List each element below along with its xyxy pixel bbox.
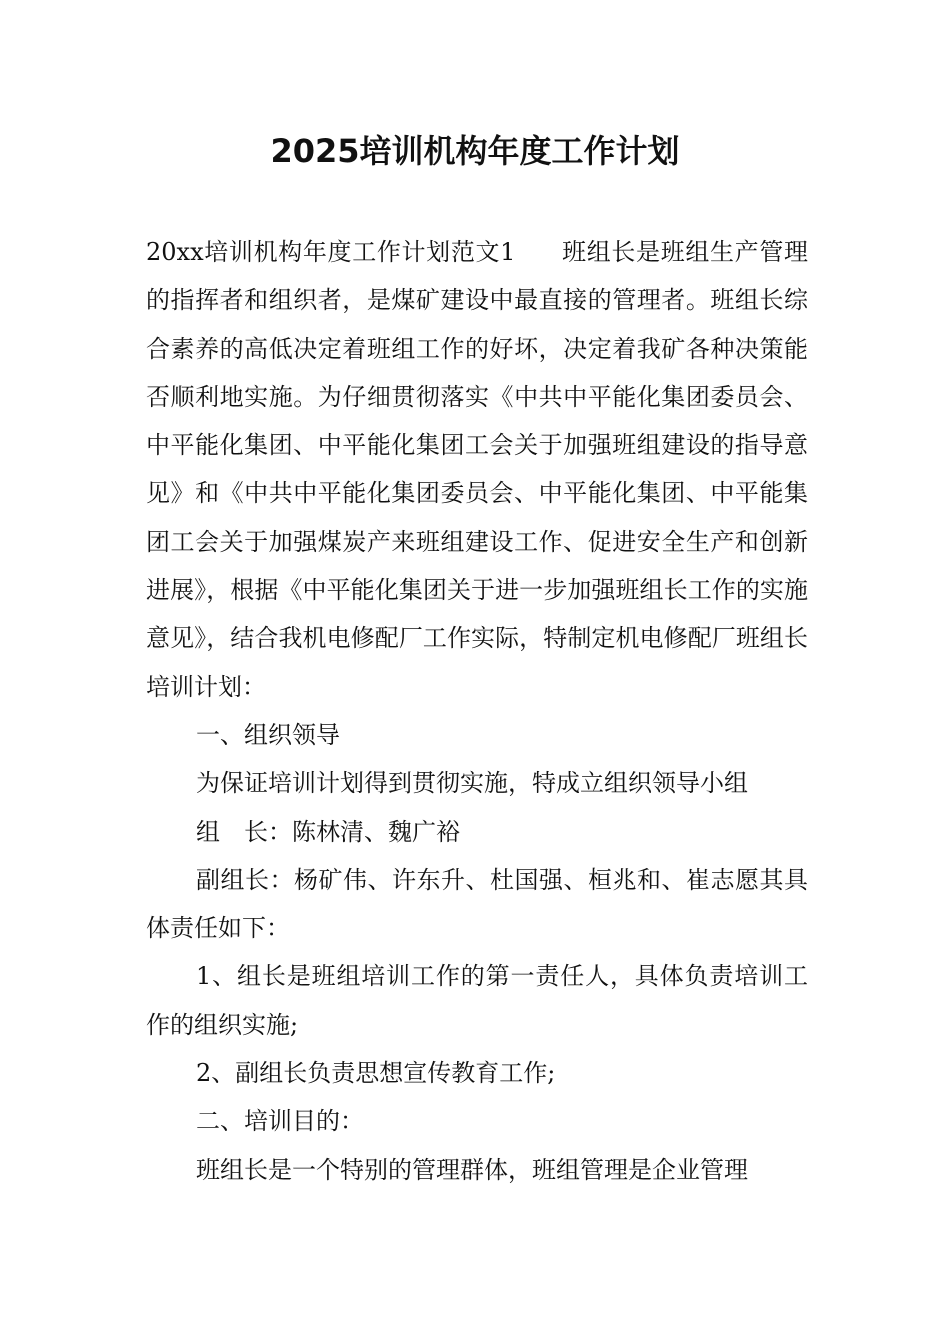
section2-text: 班组长是一个特别的管理群体，班组管理是企业管理: [196, 1155, 748, 1184]
section1-heading: 一、组织领导: [196, 720, 340, 749]
deputy-line: 副组长：杨矿伟、许东升、杜国强、桓兆和、崔志愿其具体责任如下：: [146, 865, 808, 943]
intro-label: 20xx培训机构年度工作计划范文1: [146, 238, 516, 266]
duty-item-2: 2、副组长负责思想宣传教育工作;: [196, 1059, 556, 1088]
section2-heading: 二、培训目的：: [196, 1107, 364, 1136]
duty-item-1: 1、组长是班组培训工作的第一责任人，具体负责培训工作的组织实施;: [146, 962, 808, 1039]
intro-text: 班组长是班组生产管理的指挥者和组织者，是煤矿建设中最直接的管理者。班组长综合素养的高低决定着班组工作的好坏，决定着我矿各种决策能否顺利地实施。为仔细贯彻落实《中共中平能化集团委员会、中平能化集团、中平能化集团工会关于加强班组建设的指导意见》和《中共中平能化集团委员会、中平能化集团、中平能集团工会关于加强煤炭产来班组建设工作、促进安全生产和创新进展》，根据《中平能化集团关于进一步加强班组长工作的实施意见》，结合我机电修配厂工作实际，特制定机电修配厂班组长培训计划：: [146, 238, 808, 701]
document-title: 2025培训机构年度工作计划: [270, 132, 680, 170]
section1-text: 为保证培训计划得到贯彻实施，特成立组织领导小组: [196, 769, 748, 798]
leader-line: 组 长：陈林清、魏广裕: [196, 817, 460, 846]
intro-paragraph: [146, 228, 808, 711]
document-body: [146, 228, 808, 1194]
